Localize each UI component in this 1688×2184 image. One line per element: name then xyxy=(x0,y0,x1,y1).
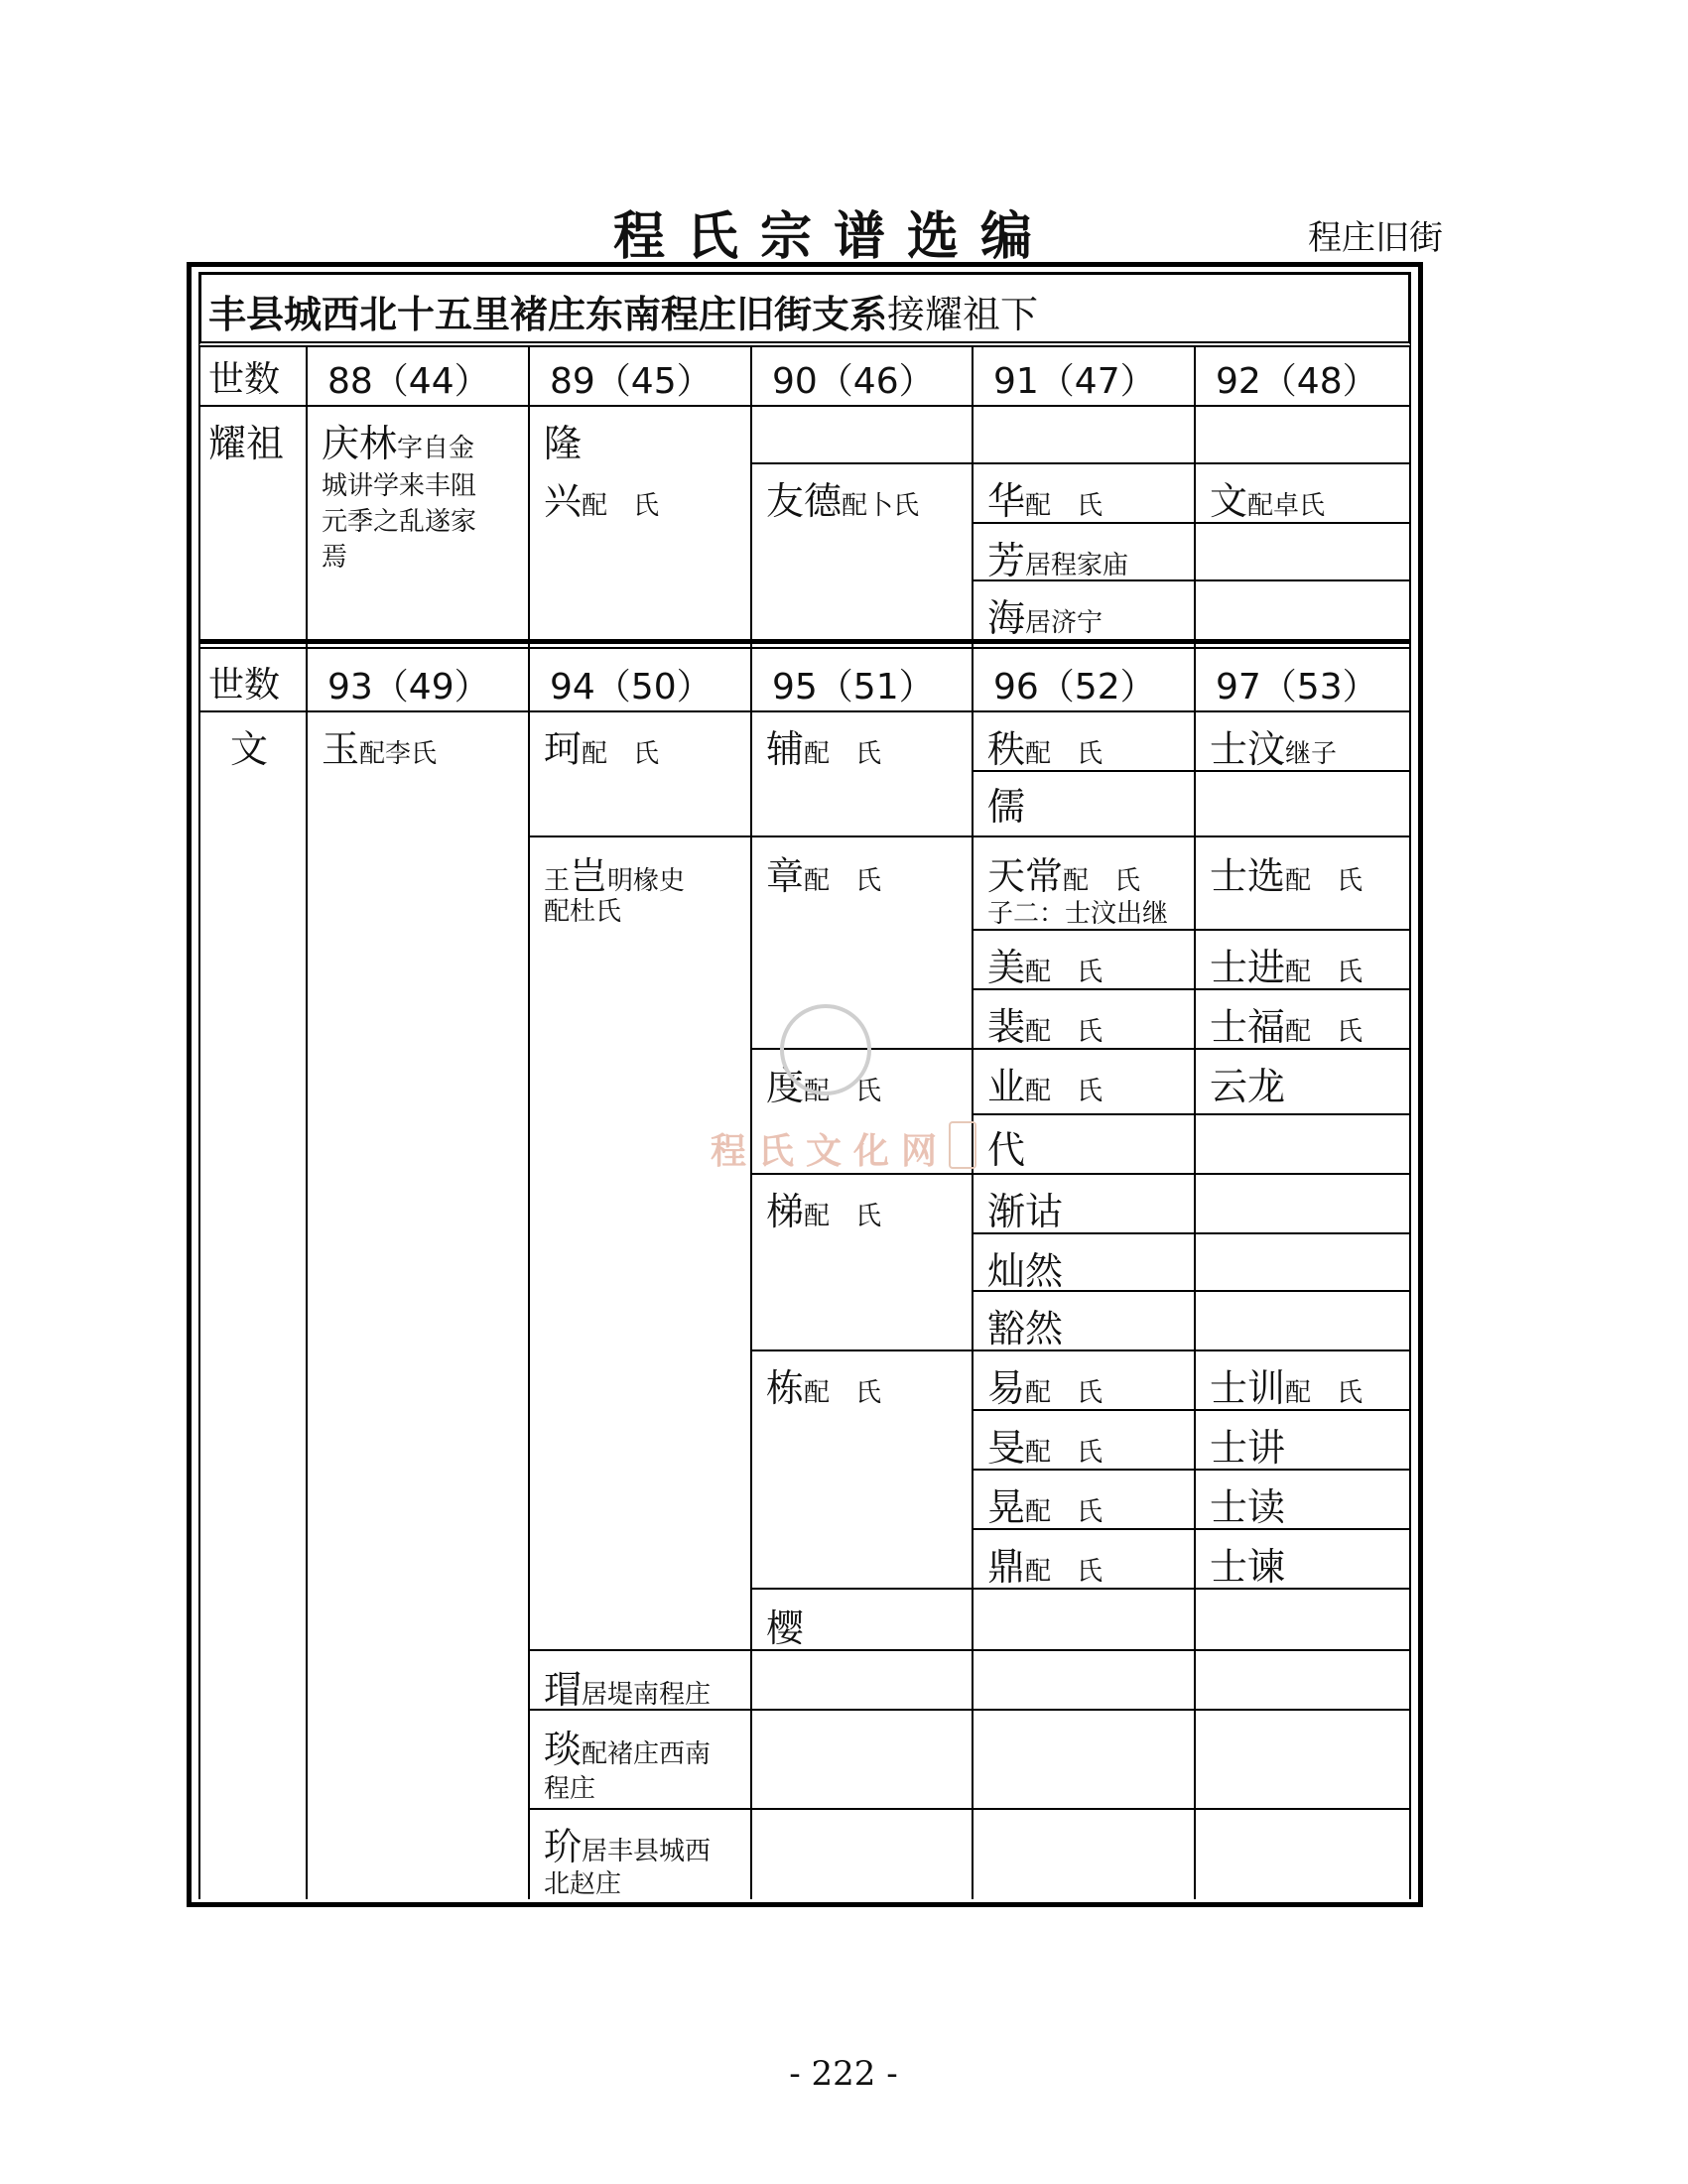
name: 秩 xyxy=(987,727,1026,771)
note: 配 氏 xyxy=(1025,958,1104,987)
gen-97: 97（53） xyxy=(1216,667,1378,707)
note: 配 氏 xyxy=(1285,1378,1363,1408)
entry-yu xyxy=(322,718,437,773)
gen-91: 91（47） xyxy=(993,361,1156,402)
note: 配 氏 xyxy=(804,866,882,896)
gen-92: 92（48） xyxy=(1216,361,1378,402)
banner-title xyxy=(208,284,1038,338)
name: 士进 xyxy=(1210,946,1286,989)
entry-ying: 樱 xyxy=(766,1606,805,1650)
entry-shijiang: 士讲 xyxy=(1210,1426,1286,1470)
note: 配 氏 xyxy=(804,739,882,769)
note: 配 氏 xyxy=(1025,1557,1104,1587)
entry-shiwen xyxy=(1210,718,1337,773)
name: 琰 xyxy=(544,1728,583,1771)
entry-fang xyxy=(987,530,1128,584)
gen-89: 89（45） xyxy=(550,361,713,402)
note: 居堤南程庄 xyxy=(582,1680,712,1710)
jie-note2: 北赵庄 xyxy=(544,1869,622,1899)
gen-label-2: 世数 xyxy=(208,665,281,706)
note: 配卓氏 xyxy=(1247,491,1326,521)
note: 配 氏 xyxy=(1285,866,1363,896)
note: 配 氏 xyxy=(804,1202,882,1231)
entry-youde xyxy=(766,470,919,525)
entry-tianchang xyxy=(987,845,1140,900)
watermark-seal xyxy=(780,1004,871,1095)
entry-wen xyxy=(1210,470,1325,525)
entry-jiangu: 渐诂 xyxy=(987,1190,1064,1233)
entry-tan xyxy=(544,1719,711,1773)
entry-yi xyxy=(987,1357,1103,1412)
name: 士汶 xyxy=(1210,727,1286,771)
gen-95: 95（51） xyxy=(772,667,935,707)
name: 文 xyxy=(1210,479,1248,523)
entry-dai: 代 xyxy=(987,1128,1026,1172)
entry-shifu xyxy=(1210,996,1363,1051)
book-title: 程氏宗谱选编 xyxy=(612,207,1054,267)
qinglin-note-lines xyxy=(322,468,476,576)
name: 业 xyxy=(987,1065,1026,1108)
entry-ke xyxy=(544,718,659,773)
tianchang-note2: 子二：士汶出继 xyxy=(987,899,1169,929)
note-line: 城讲学来丰阻 xyxy=(322,471,477,501)
note: 配 氏 xyxy=(582,491,660,521)
note: 继子 xyxy=(1285,739,1338,769)
entry-jie xyxy=(544,1816,711,1870)
entry-shixun xyxy=(1210,1357,1363,1412)
entry-huang xyxy=(987,1477,1103,1531)
note: 字自金 xyxy=(397,434,475,463)
entry-ti xyxy=(766,1181,881,1235)
entry-hai xyxy=(987,587,1103,642)
note: 居程家庙 xyxy=(1025,551,1129,580)
name: 瑁 xyxy=(544,1668,583,1712)
entry-shixuan xyxy=(1210,845,1363,900)
entry-ding xyxy=(987,1536,1103,1591)
name: 士福 xyxy=(1210,1005,1286,1049)
note: 配 氏 xyxy=(582,739,660,769)
gen-88: 88（44） xyxy=(327,361,490,402)
note: 配 氏 xyxy=(1025,1497,1104,1527)
note: 配 氏 xyxy=(804,1378,882,1408)
gen-label-1: 世数 xyxy=(208,359,281,400)
note: 配褚庄西南 xyxy=(582,1739,712,1769)
note: 配 氏 xyxy=(1285,958,1363,987)
banner-subtitle: 接耀祖下 xyxy=(887,293,1039,336)
note: 居丰县城西 xyxy=(582,1837,712,1866)
note: 配 氏 xyxy=(1025,1378,1104,1408)
entry-canran: 灿然 xyxy=(987,1249,1064,1293)
name: 度 xyxy=(766,1065,805,1108)
name: 辅 xyxy=(766,727,805,771)
entry-zhi xyxy=(987,718,1103,773)
gen-90: 90（46） xyxy=(772,361,935,402)
note: 配 氏 xyxy=(1063,866,1141,896)
note: 明椽史 xyxy=(607,866,686,896)
entry-ye xyxy=(987,1056,1103,1110)
entry-pei xyxy=(987,996,1103,1051)
gen-96: 96（52） xyxy=(993,667,1156,707)
name: 珂 xyxy=(544,727,583,771)
name: 美 xyxy=(987,946,1026,989)
note-line: 焉 xyxy=(322,543,348,573)
name: 天常 xyxy=(987,854,1064,898)
name: 海 xyxy=(987,596,1026,640)
name: 兴 xyxy=(544,479,583,523)
gen-93: 93（49） xyxy=(327,667,490,707)
page-number: - 222 - xyxy=(789,2054,898,2094)
branch-label: 程庄旧街 xyxy=(1308,218,1443,258)
entry-dong xyxy=(766,1357,881,1412)
gen-94: 94（50） xyxy=(550,667,713,707)
entry-hua xyxy=(987,470,1103,525)
watermark-text: 程氏文化网 xyxy=(711,1130,950,1172)
entry-qinglin xyxy=(322,413,474,467)
note: 配 氏 xyxy=(1025,1077,1104,1106)
name: 鼎 xyxy=(987,1545,1026,1589)
note: 配 氏 xyxy=(1025,491,1104,521)
name: 华 xyxy=(987,479,1026,523)
name: 芳 xyxy=(987,539,1026,582)
entry-fu xyxy=(766,718,881,773)
name: 玉 xyxy=(322,727,360,771)
entry-yunlong: 云龙 xyxy=(1210,1065,1286,1108)
name: 士训 xyxy=(1210,1366,1286,1410)
ancestor-label-2: 文 xyxy=(230,727,269,771)
entry-mei xyxy=(987,937,1103,991)
name: 晃 xyxy=(987,1485,1026,1529)
name: 士选 xyxy=(1210,854,1286,898)
name: 友德 xyxy=(766,479,843,523)
name: 裴 xyxy=(987,1005,1026,1049)
note: 配卜氏 xyxy=(842,491,920,521)
note: 配 氏 xyxy=(1025,1017,1104,1047)
note-line: 元季之乱遂家 xyxy=(322,507,477,537)
entry-long: 隆 xyxy=(544,422,583,465)
tan-note2: 程庄 xyxy=(544,1774,596,1804)
note: 配 氏 xyxy=(804,1077,882,1106)
entry-huoran: 豁然 xyxy=(987,1307,1064,1350)
entry-shijin xyxy=(1210,937,1363,991)
note: 配 氏 xyxy=(1025,1438,1104,1468)
entry-mao xyxy=(544,1659,711,1714)
entry-shijian: 士谏 xyxy=(1210,1545,1286,1589)
wang-kai-note2: 配杜氏 xyxy=(544,897,622,927)
name: 庆林 xyxy=(322,422,398,465)
entry-yan xyxy=(987,1417,1103,1472)
entry-ru: 儒 xyxy=(987,785,1026,829)
name: 旻 xyxy=(987,1426,1026,1470)
watermark-stamp xyxy=(949,1121,976,1169)
note: 配 氏 xyxy=(1285,1017,1363,1047)
entry-xing xyxy=(544,470,659,525)
entry-shidu: 士读 xyxy=(1210,1485,1286,1529)
entry-zhang xyxy=(766,845,881,900)
name: 易 xyxy=(987,1366,1026,1410)
note: 配李氏 xyxy=(359,739,438,769)
prefix: 王 xyxy=(544,866,571,896)
note: 配 氏 xyxy=(1025,739,1104,769)
name: 栋 xyxy=(766,1366,805,1410)
ancestor-label-1: 耀祖 xyxy=(208,422,285,465)
name: 章 xyxy=(766,854,805,898)
name: 岂 xyxy=(570,854,608,898)
banner-main: 丰县城西北十五里褚庄东南程庄旧街支系 xyxy=(208,293,888,336)
note: 居济宁 xyxy=(1025,608,1104,638)
name: 梯 xyxy=(766,1190,805,1233)
name: 玠 xyxy=(544,1825,583,1868)
